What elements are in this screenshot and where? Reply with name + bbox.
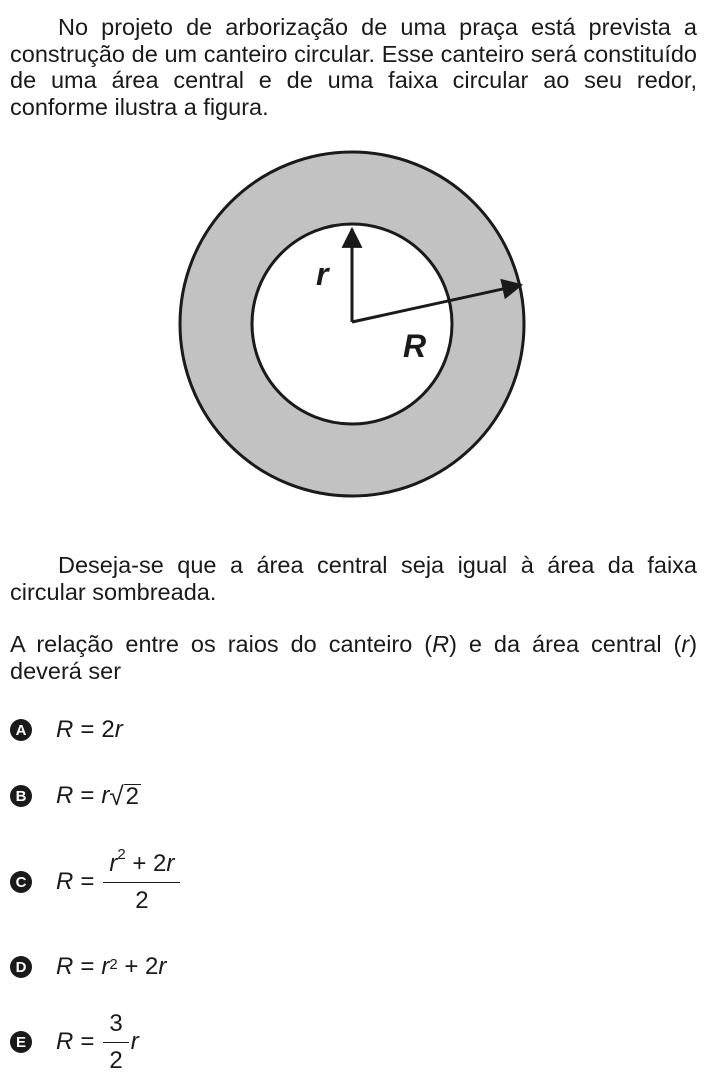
fraction: $\frac{r^2 + 2r}{2}$ — [103, 849, 180, 915]
option-c-badge: C — [10, 871, 32, 893]
square-root: √ 2 — [109, 780, 139, 811]
option-a-badge: A — [10, 719, 32, 741]
outer-radius-label: R — [403, 328, 427, 364]
option-b[interactable] — [10, 776, 141, 816]
concentric-circles-diagram — [175, 145, 535, 507]
option-e-formula: R = $\frac{3}{2}$ r — [56, 1009, 139, 1074]
option-e-badge: E — [10, 1031, 32, 1053]
question-paragraph: A relação entre os raios do canteiro (R) e da área central (r) deverá ser — [10, 631, 698, 684]
option-c-formula: R = $\frac{r^2 + 2r}{2}$ — [56, 849, 182, 915]
option-c[interactable] — [10, 846, 182, 914]
option-b-badge: B — [10, 785, 32, 807]
flowerbed-figure — [175, 145, 535, 507]
inner-radius-label: r — [316, 256, 329, 292]
option-d-formula: R = r $^2$ + 2 r — [56, 953, 167, 980]
option-b-formula: R = r √ 2 — [56, 780, 139, 811]
option-a-formula: R = 2 r — [56, 716, 123, 743]
option-d[interactable] — [10, 947, 166, 987]
intro-paragraph: No projeto de arborização de uma praça está prevista a construção de um canteiro circular. Esse canteiro será constituído de uma área central e de uma faixa circular ao seu redor, conforme ilustra a figura. — [10, 14, 697, 120]
fraction: $\frac{3}{2}$ — [103, 1010, 128, 1075]
option-e[interactable] — [10, 1009, 139, 1074]
option-a[interactable] — [10, 710, 123, 750]
option-d-badge: D — [10, 956, 32, 978]
condition-paragraph: Deseja-se que a área central seja igual à área da faixa circular sombreada. — [10, 552, 697, 605]
